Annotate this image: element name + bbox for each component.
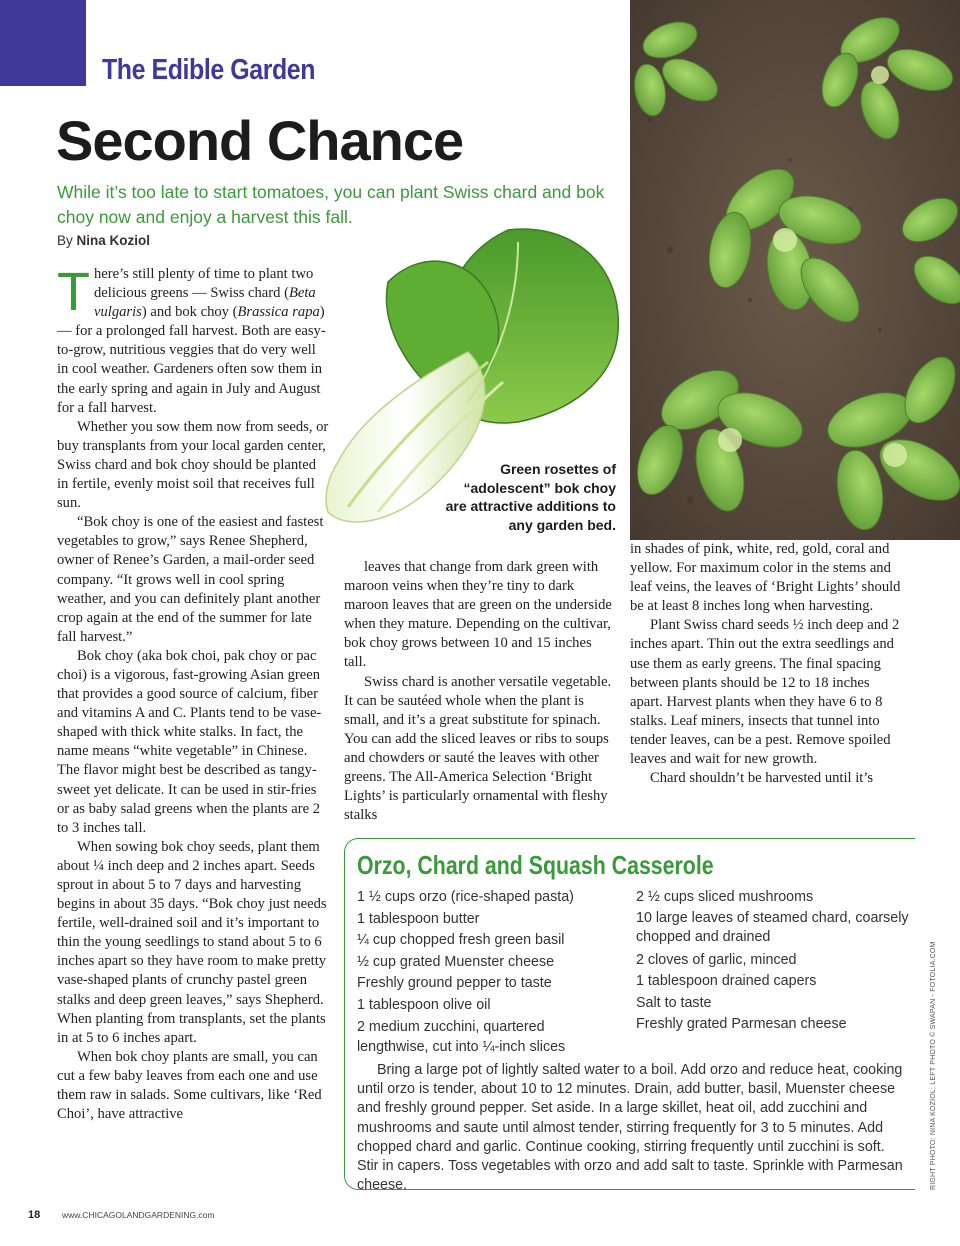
ingredient: 2 medium zucchini, quartered lengthwise, cut into ¼-inch slices — [357, 1019, 566, 1055]
recipe-directions: Bring a large pot of lightly salted water to a boil. Add orzo and reduce heat, cooking until orzo is tender, about 10 to 12 minutes. Drain, add butter, basil, Muenster cheese and freshly ground pepper. Set aside. In a large skillet, heat oil, add zucchini and mushrooms and saute until almost tender, stirring frequently for 3 to 5 minutes. Add chopped chard and garlic. Continue cooking, stirring frequently until zucchini is soft. Stir in capers. Toss vegetables with orzo and add salt to taste. Sprinkle with Parmesan cheese. — [357, 1062, 903, 1194]
ingredient: 2 cloves of garlic, minced — [636, 951, 797, 968]
photo-credit: RIGHT PHOTO: NINA KOZIOL; LEFT PHOTO © SWAPAN - FOTOLIA.COM — [930, 941, 937, 1190]
ingredient: ½ cup grated Muenster cheese — [357, 953, 555, 970]
article-column-2 — [344, 558, 616, 825]
ingredient: 2 ½ cups sliced mushrooms — [636, 889, 814, 905]
paragraph-4: Bok choy (aka bok choi, pak choy or pac choi) is a vigorous, fast-growing Asian green that provides a good source of calcium, fiber and vitamins A and C. Plants tend to be vase-shaped with thick white stalks. In fact, the name means “white vegetable” in Chinese. The flavor might best be described as tangy-sweet yet delicate. It can be used in stir-fries or as baby salad greens when the plants are 2 to 3 inches tall. — [57, 647, 322, 836]
ingredients-left — [357, 887, 619, 1057]
author-name: Nina Koziol — [76, 233, 151, 248]
ingredient: Salt to taste — [636, 994, 712, 1011]
p1-text: here’s still plenty of time to plant two delicious greens — Swiss chard ( — [94, 266, 314, 302]
paragraph-5: When sowing bok choy seeds, plant them about ¼ inch deep and 2 inches apart. Seeds sprout in about 5 to 7 days and harvesting begins in about 35 days. “Bok choy just needs fertile, well-drained soil and it’s important to thin the young seedlings to stand about 5 to 6 inches apart so they have room to make pretty vase-shaped plants of crunchy pastel green stalks and deep green leaves,” says Shepherd. When planting from transplants, set the plants in at 5 to 6 inches apart. — [57, 838, 327, 1046]
ingredient: 1 tablespoon olive oil — [357, 996, 491, 1013]
byline-prefix: By — [57, 233, 73, 248]
ingredient: ¼ cup chopped fresh green basil — [357, 932, 565, 948]
article-column-1 — [57, 262, 329, 1124]
drop-cap: T — [57, 262, 90, 322]
p1-text-rest: ) — for a prolonged fall harvest. Both are easy-to-grow, nutritious veggies that do very well in cool weather. Gardeners often sow them in the early spring and again in July and August for a fall harvest. — [57, 304, 326, 416]
paragraph-3: “Bok choy is one of the easiest and fastest vegetables to grow,” says Renee Shepherd, owner of Renee’s Garden, a mail-order seed company. “It grows well in cool spring weather, and you can definitely plant another crop again at the end of the summer for late fall harvest.” — [57, 514, 324, 645]
ingredients-right — [636, 887, 916, 1036]
page-number: 18 — [28, 1209, 41, 1221]
ingredient: 10 large leaves of steamed chard, coarsely chopped and drained — [636, 909, 909, 945]
paragraph-c3-3: Chard shouldn’t be harvested until it’s — [650, 770, 874, 787]
article-title: Second Chance — [56, 109, 464, 172]
latin-name-bokchoy: Brassica rapa — [237, 304, 320, 321]
section-color-tab — [0, 0, 86, 86]
article-column-3 — [630, 540, 902, 788]
recipe-title: Orzo, Chard and Squash Casserole — [357, 850, 714, 880]
article-deck: While it’s too late to start tomatoes, you can plant Swiss chard and bok choy now and enjoy a harvest this fall. — [57, 182, 605, 227]
bok-choy-rosettes-photo — [630, 0, 960, 540]
paragraph-c2-1: leaves that change from dark green with maroon veins when they’re tiny to dark maroon leaves that are green on the underside when they mature. Depending on the cultivar, bok choy grows between 10 and 15 inches tall. — [344, 559, 612, 671]
ingredient: Freshly ground pepper to taste — [357, 975, 552, 991]
p1-text-mid: ) and bok choy ( — [141, 304, 238, 321]
ingredient: Freshly grated Parmesan cheese — [636, 1016, 847, 1032]
photo-caption: Green rosettes of “adolescent” bok choy are attractive additions to any garden bed. — [445, 461, 616, 533]
paragraph-c2-2: Swiss chard is another versatile vegetable. It can be sautéed whole when the plant is small, and it’s a great substitute for spinach. You can add the sliced leaves or ribs to soups and chowders or sauté the leaves with other greens. The All-America Selection ‘Bright Lights’ is particularly ornamental with fleshy stalks — [344, 673, 612, 824]
paragraph-6: When bok choy plants are small, you can cut a few baby leaves from each one and use them raw in salads. Some cultivars, like ‘Red Choi’, have attractive — [57, 1048, 322, 1123]
paragraph-1 — [57, 262, 329, 418]
paragraph-c3-1: in shades of pink, white, red, gold, coral and yellow. For maximum color in the stems and leaf veins, the leaves of ‘Bright Lights’ should be at least 8 inches long when harvesting. — [630, 541, 901, 615]
ingredient: 1 tablespoon drained capers — [636, 973, 817, 989]
byline — [57, 233, 150, 248]
paragraph-c3-2: Plant Swiss chard seeds ½ inch deep and 2 inches apart. Thin out the extra seedlings and use them as early greens. The final spacing between plants should be 12 to 18 inches apart. Harvest plants when they have 6 to 8 stalks. Leaf miners, insects that tunnel into tender leaves, can be a pest. Remove spoiled leaves and wait for new growth. — [630, 617, 900, 768]
paragraph-2: Whether you sow them now from seeds, or buy transplants from your local garden center, Swiss chard and bok choy should be planted in fertile, evenly moist soil that receives full sun. — [57, 418, 329, 512]
ingredient: 1 tablespoon butter — [357, 910, 480, 927]
latin-name-chard: Beta vulgaris — [94, 285, 316, 321]
section-name: The Edible Garden — [102, 54, 316, 86]
ingredient: 1 ½ cups orzo (rice-shaped pasta) — [357, 889, 574, 905]
website-url: www.CHICAGOLANDGARDENING.com — [62, 1210, 215, 1220]
